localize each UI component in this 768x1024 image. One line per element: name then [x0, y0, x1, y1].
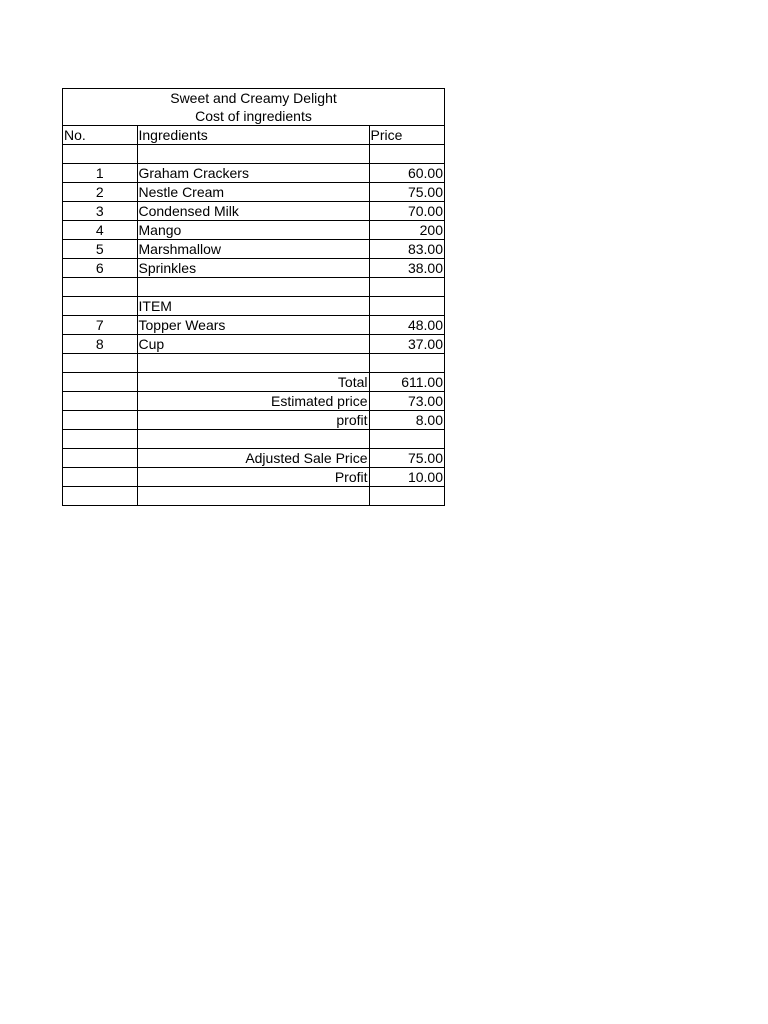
row-price: 48.00 — [369, 316, 444, 335]
estimated-price-value: 73.00 — [369, 392, 444, 411]
column-header-no: No. — [63, 126, 137, 145]
estimated-price-label: Estimated price — [137, 392, 369, 411]
empty-row — [63, 145, 444, 164]
sheet-header — [63, 89, 444, 125]
row-no: 5 — [63, 240, 137, 259]
row-no: 3 — [63, 202, 137, 221]
row-no: 1 — [63, 164, 137, 183]
row-name: Sprinkles — [137, 259, 369, 278]
empty-row — [63, 354, 444, 373]
table-row — [63, 183, 444, 202]
row-name: Cup — [137, 335, 369, 354]
table-row — [63, 240, 444, 259]
profit-row — [63, 411, 444, 430]
sheet-subtitle: Cost of ingredients — [195, 108, 312, 124]
column-header-ingredients: Ingredients — [137, 126, 369, 145]
row-no: 7 — [63, 316, 137, 335]
row-name: Nestle Cream — [137, 183, 369, 202]
row-price: 200 — [369, 221, 444, 240]
item-section-row — [63, 297, 444, 316]
row-price: 38.00 — [369, 259, 444, 278]
row-price: 83.00 — [369, 240, 444, 259]
row-no: 6 — [63, 259, 137, 278]
adjusted-profit-label: Profit — [137, 468, 369, 487]
total-value: 611.00 — [369, 373, 444, 392]
sheet-title: Sweet and Creamy Delight — [170, 90, 337, 106]
total-label: Total — [137, 373, 369, 392]
row-no: 2 — [63, 183, 137, 202]
profit-label: profit — [137, 411, 369, 430]
cost-table — [63, 125, 444, 505]
row-name: Marshmallow — [137, 240, 369, 259]
row-price: 70.00 — [369, 202, 444, 221]
table-row — [63, 221, 444, 240]
empty-row — [63, 487, 444, 506]
empty-row — [63, 430, 444, 449]
row-price: 37.00 — [369, 335, 444, 354]
estimated-price-row — [63, 392, 444, 411]
row-price: 75.00 — [369, 183, 444, 202]
row-price: 60.00 — [369, 164, 444, 183]
adjusted-sale-price-label: Adjusted Sale Price — [137, 449, 369, 468]
table-row — [63, 316, 444, 335]
row-name: Mango — [137, 221, 369, 240]
row-name: Condensed Milk — [137, 202, 369, 221]
column-header-row — [63, 126, 444, 145]
total-row — [63, 373, 444, 392]
column-header-price: Price — [369, 126, 444, 145]
table-row — [63, 259, 444, 278]
adjusted-sale-price-value: 75.00 — [369, 449, 444, 468]
table-row — [63, 202, 444, 221]
profit-value: 8.00 — [369, 411, 444, 430]
row-name: Topper Wears — [137, 316, 369, 335]
empty-row — [63, 278, 444, 297]
row-name: Graham Crackers — [137, 164, 369, 183]
row-no: 8 — [63, 335, 137, 354]
table-row — [63, 164, 444, 183]
item-section-label: ITEM — [137, 297, 369, 316]
table-row — [63, 335, 444, 354]
cost-sheet — [62, 88, 445, 506]
adjusted-profit-value: 10.00 — [369, 468, 444, 487]
adjusted-profit-row — [63, 468, 444, 487]
row-no: 4 — [63, 221, 137, 240]
adjusted-sale-price-row — [63, 449, 444, 468]
